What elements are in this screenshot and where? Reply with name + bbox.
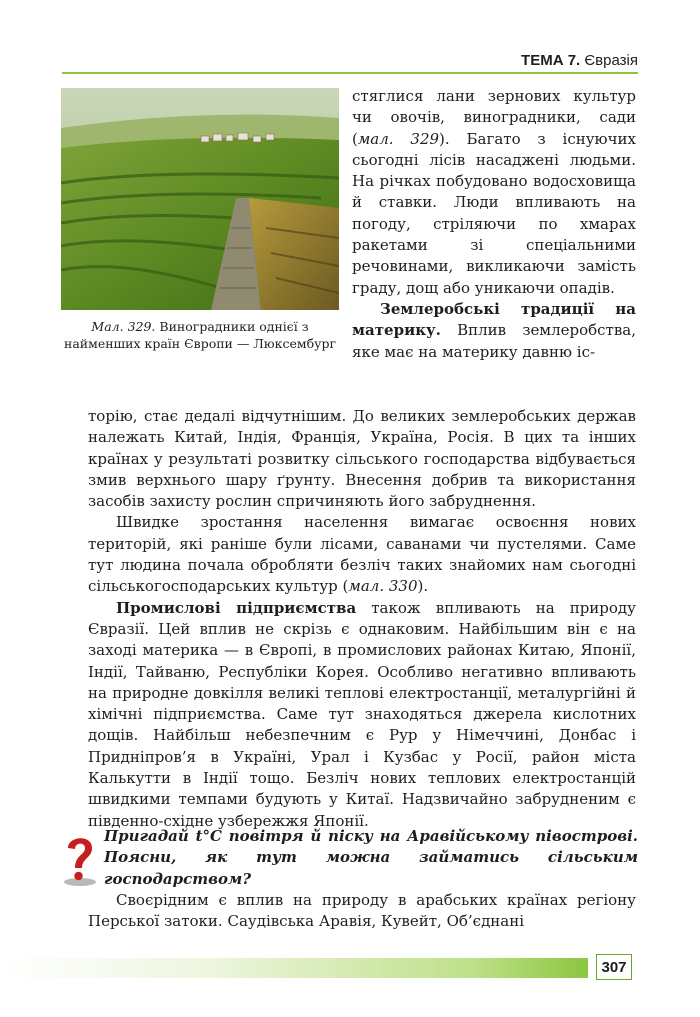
paragraph: торію, стає дедалі відчутнішим. До великих землеробських держав належать Китай, Індія, Франція, Україна, Росія. В цих та інших країнах у результаті розвитку сільського господарства відбувається змив верхнього шару ґрунту. Внесення добрив та використання засобів захисту рослин спричиняють його забруднення. — [88, 407, 636, 511]
section-heading: Землеробські традиції на материку. — [352, 299, 636, 340]
figure-caption — [61, 318, 339, 352]
paragraph-text: Швидке зростання населення вимагає освоєння нових територій, які раніше були лісами, саванами чи пустелями. Саме тут людина почала обробляти безліч таких знайомих нам сьогодні сільськогосподарських культур ( — [88, 513, 636, 596]
right-column-text — [352, 86, 636, 363]
page-header — [521, 52, 638, 69]
closing-text — [88, 890, 636, 933]
question-mark-icon — [60, 830, 100, 888]
footer-bar — [0, 958, 588, 978]
main-text — [88, 406, 636, 832]
paragraph-text: Вплив землеробства, яке має на материку давню іс- — [352, 321, 636, 361]
figure-reference: мал. 330 — [348, 577, 418, 596]
paragraph-text: ). Багато з існуючих сьогодні лісів насаджені людьми. На річках побудовано водосховища й ставки. Люди впливають на погоду, стріляючи по хмарах ракетами зі спеціальними речовинами, викликаючи замість граду, дощ або уникаючи опадів. — [352, 129, 636, 297]
paragraph: Своєрідним є вплив на природу в арабських країнах регіону Перської затоки. Саудівська Аравія, Кувейт, Об’єднані — [88, 891, 636, 931]
tema-label: ТЕМА 7. — [521, 52, 581, 69]
section-heading: Промислові підприємства — [116, 598, 357, 617]
caption-text: Виноградники однієї з найменших країн Європи — Люксембург — [63, 319, 337, 351]
tema-name: Євразія — [584, 52, 638, 69]
paragraph-text: також впливають на природу Євразії. Цей вплив не скрізь є однаковим. Найбільшим він є на заході материка — в Європі, в промислових районах Китаю, Японії, Індії, Тайваню, Республіки Корея. Особливо негативно впливають на природне довкілля великі теплові електростанції, металургійні й хімічні підприємства. Саме тут знаходяться джерела кислотних дощів. Найбільш небезпечним є Рур у Німеччині, Донбас і Придніпров’я в Україні, Урал і Кузбас у Росії, район міста Калькутти в Індії тощо. Безліч нових теплових електростанцій швидкими темпами будують у Китаї. Надзвичайно забрудненим є південно-східне узбережжя Японії. — [88, 598, 636, 830]
header-divider — [62, 72, 638, 74]
page-number: 307 — [596, 954, 632, 980]
caption-label: Мал. 329. — [91, 319, 156, 334]
figure-reference: мал. 329 — [357, 129, 440, 148]
vineyard-photo — [61, 88, 339, 310]
paragraph-text: стяглися лани зернових культур чи овочів, виноградники, сади ( — [352, 87, 636, 148]
paragraph-text: ). — [417, 577, 429, 596]
review-question: Пригадай t°C повітря й піску на Аравійському півострові. Поясни, як тут можна займатись сільським господарством? — [104, 827, 638, 888]
